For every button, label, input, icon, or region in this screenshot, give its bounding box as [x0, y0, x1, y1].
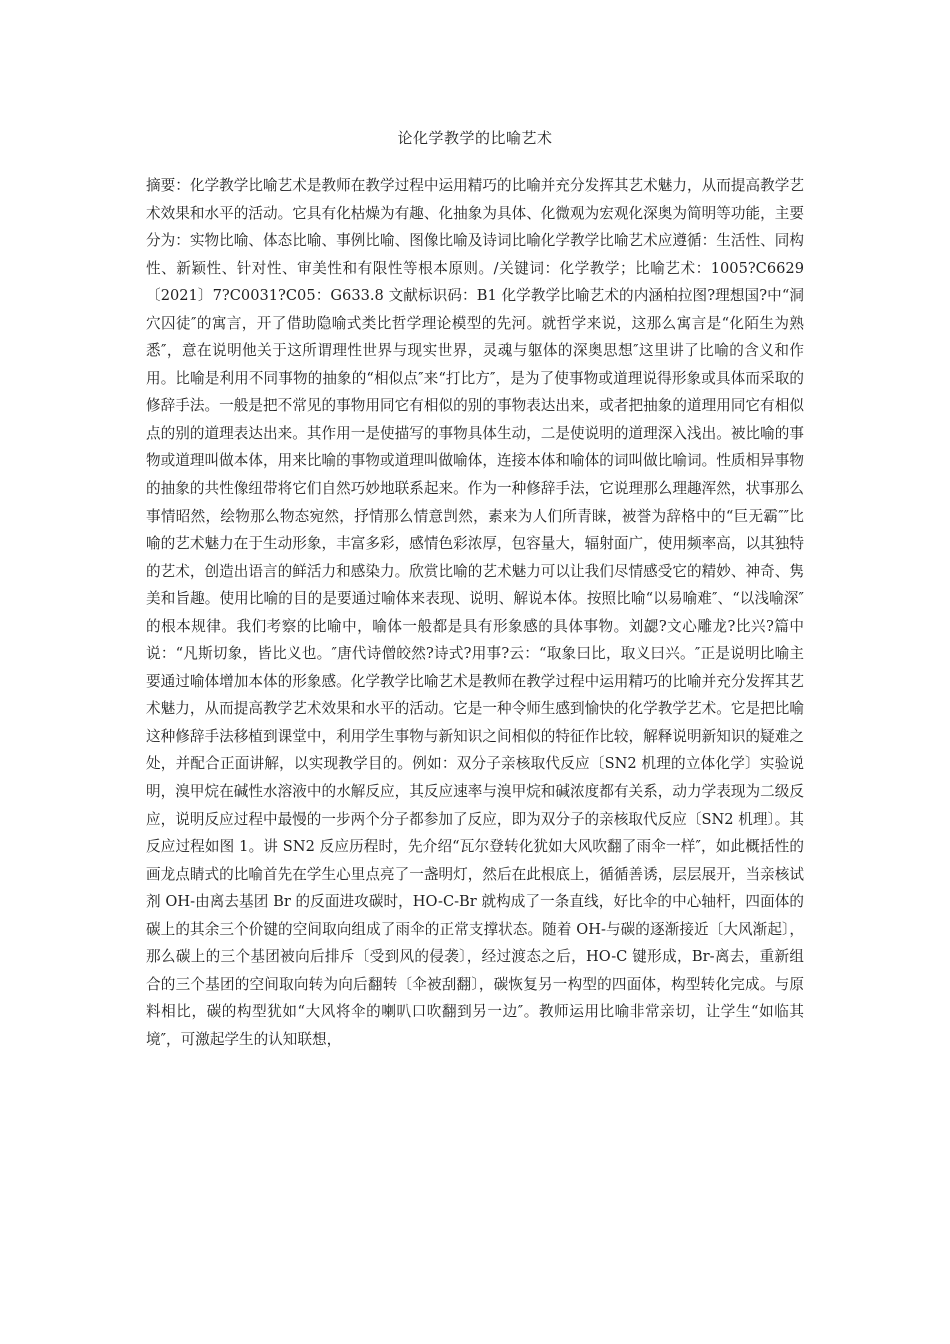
body-paragraph: 摘要：化学教学比喻艺术是教师在教学过程中运用精巧的比喻并充分发挥其艺术魅力，从而提高教学艺术效果和水平的活动。它具有化枯燥为有趣、化抽象为具体、化微观为宏观化深奥为简明等功能，主要分为：实物比喻、体态比喻、事例比喻、图像比喻及诗词比喻化学教学比喻艺术应遵循：生活性、同构性、新颖性、针对性、审美性和有限性等根本原则。/关键词：化学教学；比喻艺术：1005?C6629〔2021〕7?C0031?C05：G633.8 文献标识码：B1 化学教学比喻艺术的内涵柏拉图?理想国?中“洞穴囚徒″的寓言，开了借助隐喻式类比哲学理论模型的先河。就哲学来说，这那么寓言是“化陌生为熟悉″，意在说明他关于这所谓理性世界与现实世界，灵魂与躯体的深奥思想″这里讲了比喻的含义和作用。比喻是利用不同事物的抽象的“相似点″来“打比方″，是为了使事物或道理说得形象或具体而采取的修辞手法。一般是把不常见的事物用同它有相似的别的事物表达出来，或者把抽象的道理用同它有相似点的别的道理表达出来。其作用一是使描写的事物具体生动，二是使说明的道理深入浅出。被比喻的事物或道理叫做本体，用来比喻的事物或道理叫做喻体，连接本体和喻体的词叫做比喻词。性质相异事物的抽象的共性像纽带将它们自然巧妙地联系起来。作为一种修辞手法，它说理那么理趣浑然，状事那么事情昭然，绘物那么物态宛然，抒情那么情意剀然，素来为人们所青睐，被誉为辞格中的“巨无霸″″比喻的艺术魅力在于生动形象，丰富多彩，感情色彩浓厚，包容量大，辐射面广，使用频率高，以其独特的艺术，创造出语言的鲜活力和感染力。欣赏比喻的艺术魅力可以让我们尽情感受它的精妙、神奇、隽美和旨趣。使用比喻的目的是要通过喻体来表现、说明、解说本体。按照比喻“以易喻难″、“以浅喻深″的根本规律。我们考察的比喻中，喻体一般都是具有形象感的具体事物。刘勰?文心雕龙?比兴?篇中说：“凡斯切象，皆比义也。″唐代诗僧皎然?诗式?用事?云：“取象曰比，取义曰兴。″正是说明比喻主要通过喻体增加本体的形象感。化学教学比喻艺术是教师在教学过程中运用精巧的比喻并充分发挥其艺术魅力，从而提高教学艺术效果和水平的活动。它是一种令师生感到愉快的化学教学艺术。它是把比喻这种修辞手法移植到课堂中，利用学生事物与新知识之间相似的特征作比较，解释说明新知识的疑难之处，并配合正面讲解，以实现教学目的。例如：双分子亲核取代反应〔SN2 机理的立体化学〕实验说明，溴甲烷在碱性水溶液中的水解反应，其反应速率与溴甲烷和碱浓度都有关系，动力学表现为二级反应，说明反应过程中最慢的一步两个分子都参加了反应，即为双分子的亲核取代反应〔SN2 机理〕。其反应过程如图 1。讲 SN2 反应历程时，先介绍“瓦尔登转化犹如大风吹翻了雨伞一样″，如此概括性的画龙点睛式的比喻首先在学生心里点亮了一盏明灯，然后在此根底上，循循善诱，层层展开，当亲核试剂 OH-由离去基团 Br 的反面进攻碳时，HO-C-Br 就构成了一条直线，好比伞的中心轴杆，四面体的碳上的其余三个价键的空间取向组成了雨伞的正常支撑状态。随着 OH-与碳的逐渐接近〔大风渐起〕，那么碳上的三个基团被向后排斥〔受到风的侵袭〕，经过渡态之后，HO-C 键形成，Br-离去，重新组合的三个基团的空间取向转为向后翻转〔伞被刮翻〕，碳恢复另一构型的四面体，构型转化完成。与原料相比，碳的构型犹如“大风将伞的喇叭口吹翻到另一边″。教师运用比喻非常亲切，让学生“如临其境″，可激起学生的认知联想，: [146, 177, 804, 1048]
page-title: 论化学教学的比喻艺术: [397, 129, 553, 147]
